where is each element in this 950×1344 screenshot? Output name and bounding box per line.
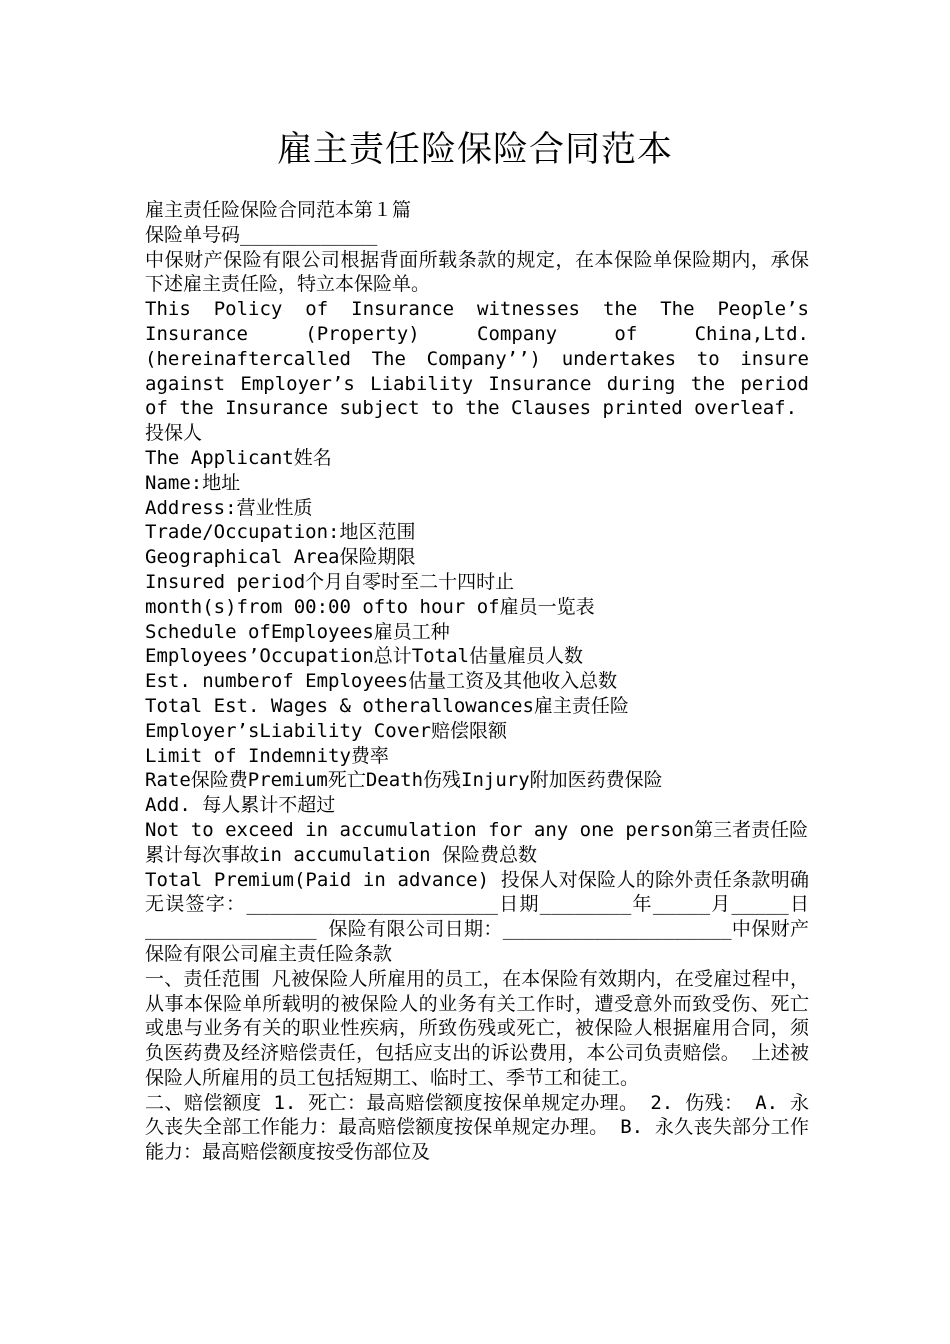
page-title: 雇主责任险保险合同范本 [276,130,673,170]
field-line: Employees’Occupation总计Total估量雇员人数 [145,645,583,668]
intro-paragraph-cn: 中保财产保险有限公司根据背面所载条款的规定，在本保险单保险期内，承保下述雇主责任险，特立本保险单。 [145,248,809,296]
document-body [145,198,809,1165]
field-line: Geographical Area保险期限 [145,546,416,569]
field-line: Schedule ofEmployees雇员工种 [145,620,450,643]
field-line: Rate保险费Premium死亡Death伤残Injury附加医药费保险 [145,769,663,792]
field-line: Employer’sLiability Cover赔偿限额 [145,719,507,742]
field-line: Limit of Indemnity费率 [145,744,389,767]
field-line: Trade/Occupation:地区范围 [145,521,416,544]
field-line: Address:营业性质 [145,496,313,519]
clause-indemnity-paragraph: 二、赔偿额度 1. 死亡：最高赔偿额度按保单规定办理。 2. 伤残： A. 永久丧失全部工作能力：最高赔偿额度按保单规定办理。 B. 永久丧失部分工作能力：最高赔偿额度按受伤部位及 [145,1091,809,1164]
field-line: Not to exceed in accumulation for any one person第三者责任险 [145,818,809,841]
intro-paragraph-en: This Policy of Insurance witnesses the The People’s Insurance (Property) Company of China,Ltd. (hereinaftercalled The Company’’) undertakes to insure against Employer’s Liability Insurance during the period of the Insurance subject to the Clauses printed overleaf. [145,298,809,420]
signature-paragraph: Total Premium(Paid in advance) 投保人对保险人的除外责任条款明确无误签字：______________________日期________年_____月_____日_______________ 保险有限公司日期：____________________中保财产保险有限公司雇主责任险条款 [145,868,809,965]
field-line: 投保人 [145,422,203,445]
field-line: The Applicant姓名 [145,446,332,469]
chapter-heading: 雇主责任险保险合同范本第１篇 [145,199,412,221]
field-line: month(s)from 00:00 ofto hour of雇员一览表 [145,595,595,618]
policy-number-line: 保险单号码____________ [145,223,378,246]
clause-scope-paragraph: 一、责任范围 凡被保险人所雇用的员工，在本保险有效期内，在受雇过程中，从事本保险单所载明的被保险人的业务有关工作时，遭受意外而致受伤、死亡或患与业务有关的职业性疾病，所致伤残或死亡，被保险人根据雇用合同，须负医药费及经济赔偿责任，包括应支出的诉讼费用，本公司负责赔偿。 上述被保险人所雇用的员工包括短期工、临时工、季节工和徒工。 [145,967,809,1089]
field-line: Add. 每人累计不超过 [145,794,336,817]
field-line: Total Est. Wages & otherallowances雇主责任险 [145,694,629,717]
field-line: Insured period个月自零时至二十四时止 [145,570,515,593]
field-line: Name:地址 [145,471,241,494]
field-line: Est. numberof Employees估量工资及其他收入总数 [145,670,618,693]
field-line: 累计每次事故in accumulation 保险费总数 [145,843,538,866]
